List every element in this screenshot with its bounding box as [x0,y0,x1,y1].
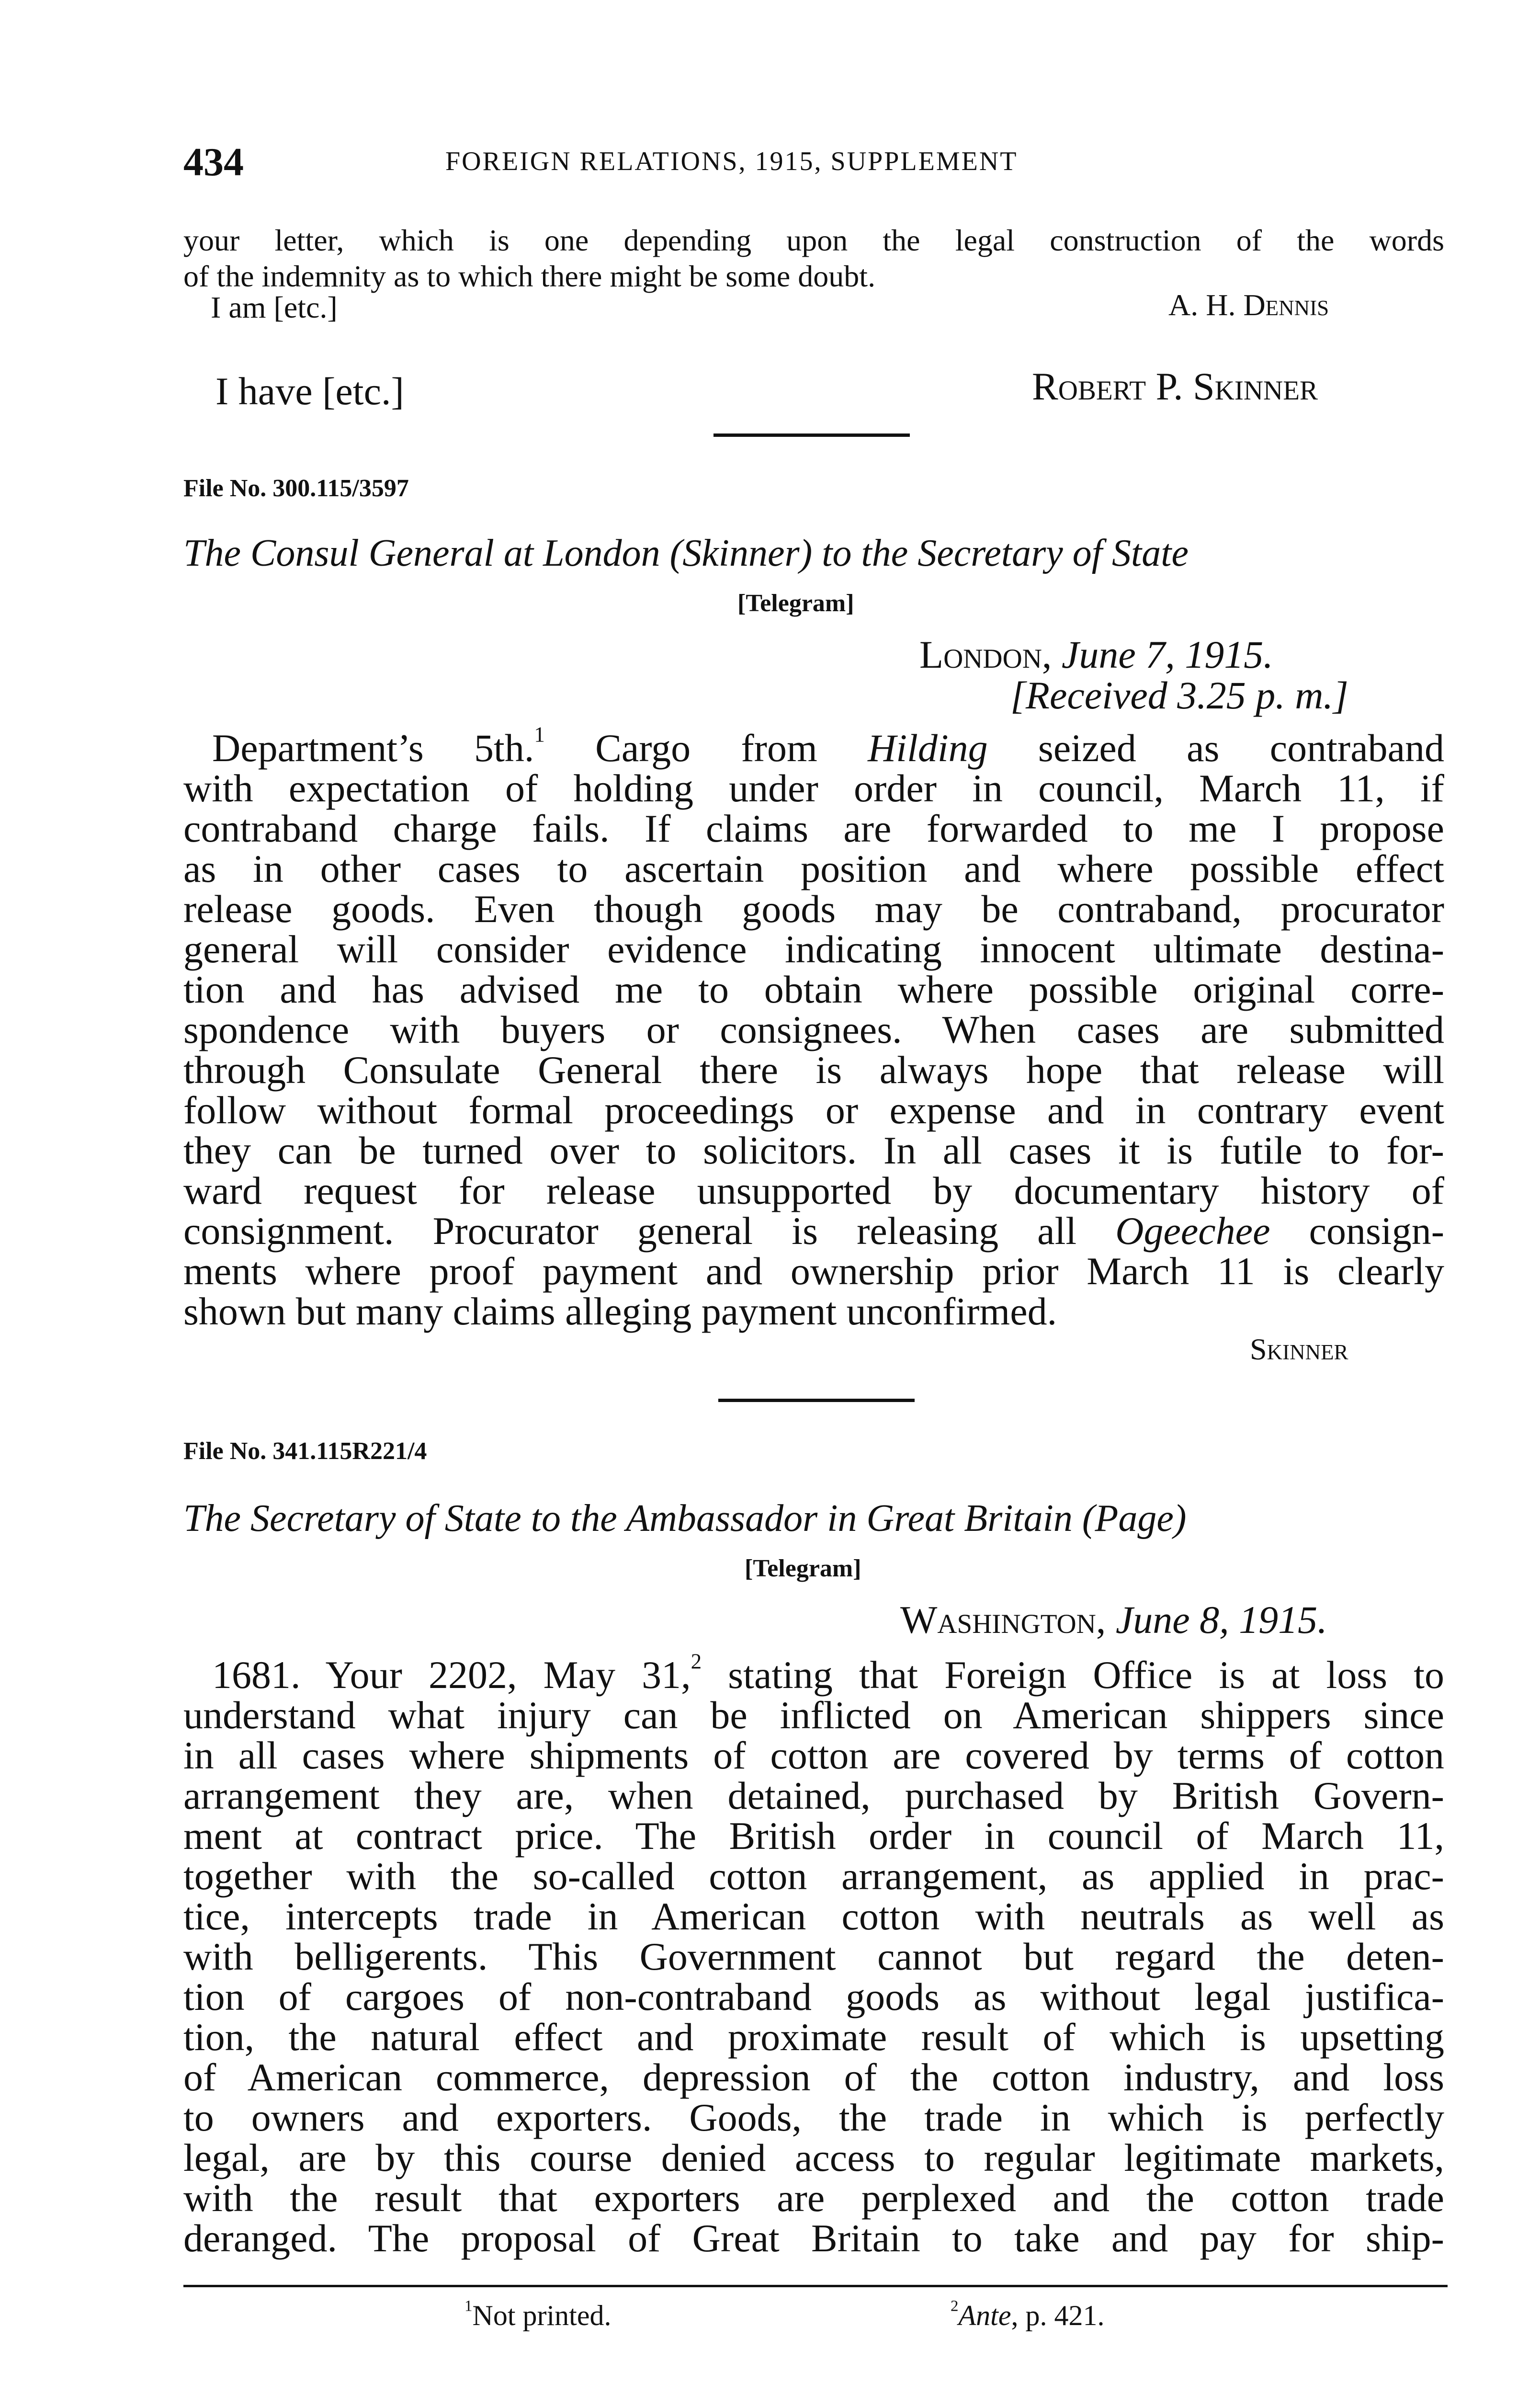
footnote-rule [183,2285,1448,2287]
telegram-paragraph-line: with the result that exporters are perplexed and the cotton trade [183,2176,1444,2220]
dateline: London, June 7, 1915. [919,633,1273,676]
telegram-paragraph-line: legal, are by this course denied access to regular legitimate markets, [183,2136,1444,2179]
telegram-paragraph-line: shown but many claims alleging payment unconfirmed. [183,1289,1057,1333]
telegram-paragraph-line: release goods. Even though goods may be contraband, procurator [183,887,1444,931]
file-number: File No. 341.115R221/4 [183,1437,427,1465]
telegram-paragraph-line: as in other cases to ascertain position and where possible effect [183,847,1444,890]
fragment-line-1: your letter, which is one depending upon the legal construction of the words [183,223,1444,257]
telegram-paragraph-line: spondence with buyers or consignees. When cases are submitted [183,1008,1444,1051]
footnote-2: $^2$Ante, p. 421. [951,2297,1105,2331]
telegram-paragraph-line: in all cases where shipments of cotton are covered by terms of cotton [183,1734,1444,1777]
telegram-paragraph-line: ward request for release unsupported by documentary history of [183,1169,1444,1212]
telegram-label: [Telegram] [737,590,854,617]
telegram-paragraph-line: general will consider evidence indicating innocent ultimate destina- [183,927,1444,971]
footnote-1: $^1$Not printed. [464,2297,611,2331]
telegram-paragraph-line: follow without formal proceedings or expense and in contrary event [183,1088,1444,1132]
telegram-paragraph-line: Department’s 5th.$^1$ Cargo from Hilding seized as contraband [212,722,1444,770]
telegram-paragraph-line: to owners and exporters. Goods, the trade in which is perfectly [183,2096,1444,2139]
document-title: The Consul General at London (Skinner) to the Secretary of State [183,532,1189,574]
page-number: 434 [183,140,244,184]
telegram-paragraph-line: deranged. The proposal of Great Britain to take and pay for ship- [183,2216,1444,2260]
fragment-signer: A. H. Dennis [1168,288,1329,322]
telegram-paragraph-line: arrangement they are, when detained, purchased by British Govern- [183,1774,1444,1817]
telegram-paragraph-line: tion of cargoes of non-contraband goods as without legal justifica- [183,1975,1444,2019]
section-divider [713,433,910,437]
telegram-paragraph-line: through Consulate General there is always hope that release will [183,1048,1444,1092]
telegram-signer: Skinner [1250,1332,1348,1366]
fragment-line-2: of the indemnity as to which there might be some doubt. [183,259,876,293]
telegram-paragraph-line: 1681. Your 2202, May 31,$^2$ stating that Foreign Office is at loss to [212,1649,1444,1697]
telegram-paragraph-line: tion and has advised me to obtain where possible original corre- [183,968,1444,1011]
telegram-paragraph-line: they can be turned over to solicitors. In all cases it is futile to for- [183,1129,1444,1172]
letter-closing: I have [etc.] [215,369,404,413]
running-title: FOREIGN RELATIONS, 1915, SUPPLEMENT [445,147,1018,176]
telegram-paragraph-line: tice, intercepts trade in American cotton with neutrals as well as [183,1894,1444,1938]
dateline: Washington, June 8, 1915. [900,1598,1327,1642]
telegram-paragraph-line: with belligerents. This Government cannot but regard the deten- [183,1935,1444,1978]
received-stamp: [Received 3.25 p. m.] [1010,673,1348,717]
letter-signer: Robert P. Skinner [1032,365,1318,408]
telegram-paragraph-line: together with the so-called cotton arrangement, as applied in prac- [183,1854,1444,1898]
telegram-paragraph-line: contraband charge fails. If claims are forwarded to me I propose [183,807,1444,850]
telegram-paragraph-line: consignment. Procurator general is releasing all Ogeechee consign- [183,1209,1445,1253]
file-number: File No. 300.115/3597 [183,475,409,502]
telegram-label: [Telegram] [745,1555,861,1582]
telegram-paragraph-line: understand what injury can be inflicted on American shippers since [183,1693,1444,1737]
telegram-paragraph-line: ment at contract price. The British order in council of March 11, [183,1814,1444,1858]
telegram-paragraph-line: with expectation of holding under order in council, March 11, if [183,766,1444,810]
telegram-paragraph-line: of American commerce, depression of the cotton industry, and loss [183,2055,1444,2099]
telegram-paragraph-line: tion, the natural effect and proximate result of which is upsetting [183,2015,1444,2059]
document-title: The Secretary of State to the Ambassador in Great Britain (Page) [183,1497,1187,1540]
fragment-closing: I am [etc.] [211,290,338,324]
section-divider [718,1399,915,1402]
telegram-paragraph-line: ments where proof payment and ownership prior March 11 is clearly [183,1249,1444,1293]
